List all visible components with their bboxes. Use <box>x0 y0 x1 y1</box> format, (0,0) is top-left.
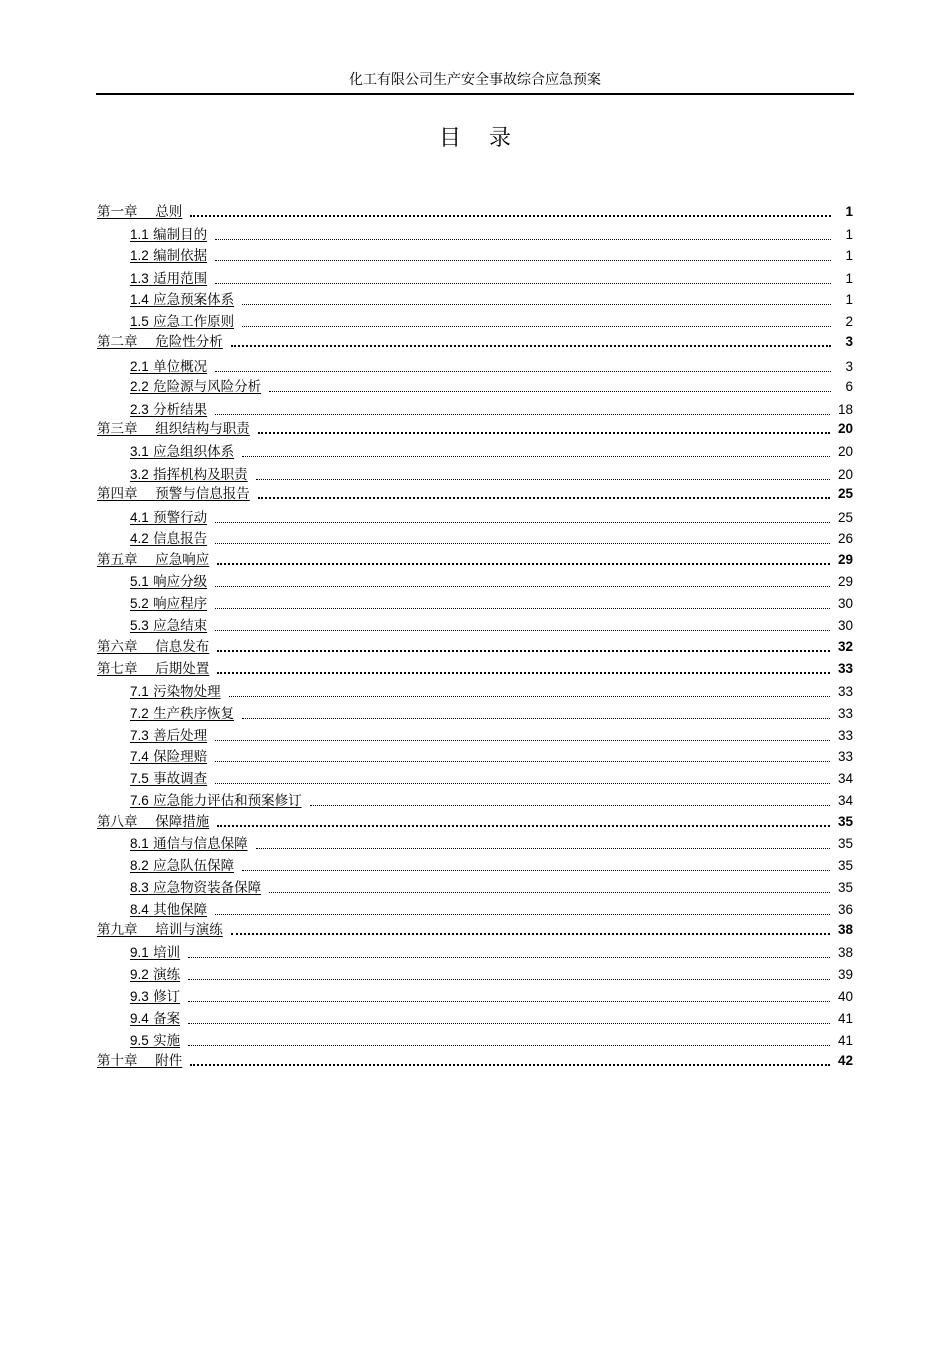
toc-page-number: 18 <box>837 402 853 417</box>
toc-section-entry[interactable] <box>130 745 853 765</box>
dot-leader <box>258 497 830 499</box>
toc-entry-label[interactable] <box>130 793 310 809</box>
toc-section-entry[interactable] <box>130 985 853 1005</box>
toc-section-entry[interactable] <box>130 789 853 809</box>
toc-entry-title: 应急物资装备保障 <box>153 880 262 896</box>
toc-entry-title: 应急能力评估和预案修订 <box>153 793 302 809</box>
toc-entry-title: 第二章 危险性分析 <box>97 334 223 350</box>
dot-leader <box>215 914 830 915</box>
toc-entry-label[interactable] <box>130 402 215 418</box>
toc-entry-label[interactable] <box>130 836 256 852</box>
toc-page-number: 35 <box>837 814 853 829</box>
dot-leader <box>215 740 830 741</box>
toc-entry-title: 应急预案体系 <box>153 292 235 308</box>
toc-entry-number: 1.5 <box>130 314 149 329</box>
header-rule <box>96 93 854 95</box>
toc-page-number: 35 <box>837 836 853 851</box>
dot-leader <box>188 979 830 980</box>
toc-page-number: 34 <box>837 793 853 808</box>
toc-section-entry[interactable] <box>130 941 853 961</box>
toc-page-number: 33 <box>837 728 853 743</box>
toc-entry-label[interactable] <box>130 989 188 1005</box>
toc-chapter-entry[interactable] <box>97 918 853 938</box>
dot-leader <box>242 304 831 305</box>
dot-leader <box>215 239 831 240</box>
toc-entry-label[interactable] <box>97 814 217 830</box>
toc-page-number: 40 <box>837 989 853 1004</box>
toc-page-number: 29 <box>837 552 853 567</box>
toc-entry-title: 事故调查 <box>153 771 208 787</box>
toc-entry-number: 2.1 <box>130 359 149 374</box>
toc-entry-title: 污染物处理 <box>153 684 221 700</box>
toc-section-entry[interactable] <box>130 876 853 896</box>
toc-section-entry[interactable] <box>130 1029 853 1049</box>
toc-page-number: 20 <box>837 421 853 436</box>
toc-entry-label[interactable] <box>130 1033 188 1049</box>
toc-page-number: 29 <box>837 574 853 589</box>
dot-leader <box>217 650 830 652</box>
toc-entry-label[interactable] <box>97 421 258 437</box>
toc-entry-label[interactable] <box>130 902 215 918</box>
toc-entry-number: 5.3 <box>130 618 149 633</box>
toc-page-number: 33 <box>837 684 853 699</box>
dot-leader <box>242 870 830 871</box>
dot-leader <box>310 805 830 806</box>
toc-entry-number: 9.3 <box>130 989 149 1004</box>
toc-entry-number: 9.2 <box>130 967 149 982</box>
toc-page-number: 38 <box>837 922 853 937</box>
toc-page-number: 35 <box>837 858 853 873</box>
toc-page-number: 25 <box>837 486 853 501</box>
toc-page-number: 33 <box>837 749 853 764</box>
dot-leader <box>215 522 830 523</box>
toc-entry-title: 实施 <box>153 1033 181 1049</box>
toc-entry-title: 第一章 总则 <box>97 204 183 220</box>
toc-page-number: 2 <box>845 314 853 329</box>
toc-section-entry[interactable] <box>130 375 853 395</box>
toc-page-number: 36 <box>837 902 853 917</box>
toc-entry-number: 7.2 <box>130 706 149 721</box>
toc-page-number: 20 <box>837 444 853 459</box>
toc-entry-label[interactable] <box>97 639 217 655</box>
toc-page-number: 39 <box>837 967 853 982</box>
toc-section-entry[interactable] <box>130 288 853 308</box>
toc-section-entry[interactable] <box>130 702 853 722</box>
toc-section-entry[interactable] <box>130 463 853 483</box>
dot-leader <box>242 456 830 457</box>
toc-entry-title: 预警行动 <box>153 510 208 526</box>
toc-entry-number: 5.2 <box>130 596 149 611</box>
toc-section-entry[interactable] <box>130 963 853 983</box>
toc-entry-label[interactable] <box>130 858 242 874</box>
dot-leader <box>215 260 831 261</box>
toc-page-number: 30 <box>837 596 853 611</box>
toc-section-entry[interactable] <box>130 398 853 418</box>
toc-page-number: 34 <box>837 771 853 786</box>
toc-entry-title: 响应分级 <box>153 574 208 590</box>
dot-leader <box>269 391 831 392</box>
dot-leader <box>229 696 830 697</box>
toc-section-entry[interactable] <box>130 724 853 744</box>
toc-entry-title: 善后处理 <box>153 728 208 744</box>
dot-leader <box>190 215 831 217</box>
toc-entry-title: 通信与信息保障 <box>153 836 248 852</box>
toc-section-entry[interactable] <box>130 355 853 375</box>
page-title: 目录 <box>438 126 539 151</box>
toc-chapter-entry[interactable] <box>97 657 853 677</box>
toc-entry-label[interactable] <box>130 292 242 308</box>
dot-leader <box>215 543 830 544</box>
toc-chapter-entry[interactable] <box>97 200 853 220</box>
toc-entry-label[interactable] <box>97 204 190 220</box>
toc-entry-number: 1.4 <box>130 292 149 307</box>
dot-leader <box>188 1001 830 1002</box>
toc-entry-label[interactable] <box>130 1011 188 1027</box>
toc-entry-label[interactable] <box>130 467 256 483</box>
toc-entry-title: 保险理赔 <box>153 749 208 765</box>
toc-entry-title: 应急工作原则 <box>153 314 235 330</box>
toc-entry-label[interactable] <box>130 880 269 896</box>
toc-page-number: 33 <box>837 706 853 721</box>
dot-leader <box>215 586 830 587</box>
dot-leader <box>188 1045 830 1046</box>
toc-section-entry[interactable] <box>130 506 853 526</box>
toc-entry-label[interactable] <box>97 661 217 677</box>
dot-leader <box>215 414 830 415</box>
toc-entry-title: 备案 <box>153 1011 181 1027</box>
toc-entry-title: 编制目的 <box>153 227 208 243</box>
dot-leader <box>217 825 830 827</box>
toc-entry-label[interactable] <box>130 314 242 330</box>
toc-entry-title: 编制依据 <box>153 248 208 264</box>
toc-entry-label[interactable] <box>130 379 269 395</box>
toc-entry-number: 1.3 <box>130 271 149 286</box>
toc-page-number: 20 <box>837 467 853 482</box>
toc-entry-title: 演练 <box>153 967 181 983</box>
dot-leader <box>258 432 830 434</box>
toc-section-entry[interactable] <box>130 223 853 243</box>
dot-leader <box>242 718 830 719</box>
dot-leader <box>256 848 830 849</box>
toc-entry-label[interactable] <box>130 684 229 700</box>
toc-entry-label[interactable] <box>130 227 215 243</box>
toc-entry-label[interactable] <box>130 444 242 460</box>
toc-entry-label[interactable] <box>97 552 217 568</box>
toc-entry-number: 7.6 <box>130 793 149 808</box>
toc-entry-title: 其他保障 <box>153 902 208 918</box>
toc-page-number: 3 <box>845 359 853 374</box>
toc-page-number: 1 <box>845 204 853 219</box>
dot-leader <box>231 345 831 347</box>
toc-entry-label[interactable] <box>130 510 215 526</box>
dot-leader <box>256 479 830 480</box>
toc-entry-title: 修订 <box>153 989 181 1005</box>
dot-leader <box>215 608 830 609</box>
toc-entry-label[interactable] <box>97 1053 190 1069</box>
toc-page-number: 25 <box>837 510 853 525</box>
toc-entry-label[interactable] <box>130 574 215 590</box>
toc-entry-number: 4.2 <box>130 531 149 546</box>
toc-entry-number: 7.4 <box>130 749 149 764</box>
dot-leader <box>215 283 831 284</box>
toc-page-number: 32 <box>837 639 853 654</box>
dot-leader <box>215 783 830 784</box>
toc-entry-title: 单位概况 <box>153 359 208 375</box>
toc-entry-title: 信息报告 <box>153 531 208 547</box>
toc-page-number: 26 <box>837 531 853 546</box>
toc-entry-title: 应急队伍保障 <box>153 858 235 874</box>
toc-page-number: 6 <box>845 379 853 394</box>
toc-entry-label[interactable] <box>97 486 258 502</box>
dot-leader <box>215 630 830 631</box>
toc-entry-title: 第九章 培训与演练 <box>97 922 223 938</box>
dot-leader <box>190 1064 830 1066</box>
toc-entry-number: 9.1 <box>130 945 149 960</box>
toc-entry-label[interactable] <box>97 334 231 350</box>
dot-leader <box>215 761 830 762</box>
toc-page-number: 1 <box>845 292 853 307</box>
toc-entry-number: 7.3 <box>130 728 149 743</box>
toc-page-number: 3 <box>845 334 853 349</box>
toc-entry-number: 9.5 <box>130 1033 149 1048</box>
dot-leader <box>242 326 831 327</box>
toc-chapter-entry[interactable] <box>97 482 853 502</box>
toc-entry-label[interactable] <box>130 271 215 287</box>
toc-section-entry[interactable] <box>130 244 853 264</box>
toc-chapter-entry[interactable] <box>97 548 853 568</box>
toc-entry-number: 1.1 <box>130 227 149 242</box>
toc-page-number: 38 <box>837 945 853 960</box>
toc-section-entry[interactable] <box>130 898 853 918</box>
toc-entry-number: 8.2 <box>130 858 149 873</box>
dot-leader <box>217 672 830 674</box>
toc-entry-label[interactable] <box>130 706 242 722</box>
toc-entry-title: 响应程序 <box>153 596 208 612</box>
toc-section-entry[interactable] <box>130 680 853 700</box>
toc-entry-number: 4.1 <box>130 510 149 525</box>
toc-entry-number: 7.5 <box>130 771 149 786</box>
toc-entry-number: 8.1 <box>130 836 149 851</box>
toc-section-entry[interactable] <box>130 854 853 874</box>
toc-entry-title: 应急结束 <box>153 618 208 634</box>
page-header: 化工有限公司生产安全事故综合应急预案 <box>349 72 601 88</box>
dot-leader <box>188 1023 830 1024</box>
toc-page-number: 1 <box>845 271 853 286</box>
toc-chapter-entry[interactable] <box>97 635 853 655</box>
toc-entry-label[interactable] <box>130 618 215 634</box>
toc-entry-label[interactable] <box>130 531 215 547</box>
toc-entry-label[interactable] <box>130 728 215 744</box>
dot-leader <box>231 933 830 935</box>
toc-page-number: 33 <box>837 661 853 676</box>
toc-entry-label[interactable] <box>130 945 188 961</box>
toc-entry-number: 8.3 <box>130 880 149 895</box>
toc-entry-number: 5.1 <box>130 574 149 589</box>
toc-entry-label[interactable] <box>97 922 231 938</box>
toc-entry-label[interactable] <box>130 596 215 612</box>
toc-page-number: 1 <box>845 248 853 263</box>
toc-entry-title: 适用范围 <box>153 271 208 287</box>
toc-entry-title: 第八章 保障措施 <box>97 814 210 830</box>
toc-page-number: 1 <box>845 227 853 242</box>
toc-section-entry[interactable] <box>130 267 853 287</box>
toc-section-entry[interactable] <box>130 1007 853 1027</box>
dot-leader <box>215 371 831 372</box>
toc-section-entry[interactable] <box>130 440 853 460</box>
toc-entry-title: 指挥机构及职责 <box>153 467 248 483</box>
toc-chapter-entry[interactable] <box>97 417 853 437</box>
toc-entry-title: 危险源与风险分析 <box>153 379 262 395</box>
toc-section-entry[interactable] <box>130 832 853 852</box>
toc-entry-number: 3.2 <box>130 467 149 482</box>
toc-entry-number: 9.4 <box>130 1011 149 1026</box>
toc-entry-title: 生产秩序恢复 <box>153 706 235 722</box>
toc-entry-label[interactable] <box>130 359 215 375</box>
toc-entry-number: 1.2 <box>130 248 149 263</box>
toc-page-number: 41 <box>837 1033 853 1048</box>
toc-entry-number: 2.3 <box>130 402 149 417</box>
toc-entry-number: 8.4 <box>130 902 149 917</box>
toc-entry-label[interactable] <box>130 771 215 787</box>
toc-entry-title: 培训 <box>153 945 181 961</box>
toc-entry-title: 第四章 预警与信息报告 <box>97 486 250 502</box>
toc-section-entry[interactable] <box>130 527 853 547</box>
toc-page-number: 42 <box>837 1053 853 1068</box>
toc-entry-title: 第六章 信息发布 <box>97 639 210 655</box>
toc-entry-number: 7.1 <box>130 684 149 699</box>
toc-entry-label[interactable] <box>130 248 215 264</box>
toc-page-number: 35 <box>837 880 853 895</box>
toc-section-entry[interactable] <box>130 592 853 612</box>
toc-entry-number: 3.1 <box>130 444 149 459</box>
toc-page-number: 41 <box>837 1011 853 1026</box>
toc-entry-label[interactable] <box>130 749 215 765</box>
dot-leader <box>217 563 830 565</box>
toc-entry-number: 2.2 <box>130 379 149 394</box>
toc-chapter-entry[interactable] <box>97 1049 853 1069</box>
toc-section-entry[interactable] <box>130 310 853 330</box>
toc-entry-title: 第五章 应急响应 <box>97 552 210 568</box>
toc-chapter-entry[interactable] <box>97 330 853 350</box>
toc-chapter-entry[interactable] <box>97 810 853 830</box>
toc-entry-title: 第三章 组织结构与职责 <box>97 421 250 437</box>
toc-entry-title: 第十章 附件 <box>97 1053 183 1069</box>
dot-leader <box>269 892 830 893</box>
toc-section-entry[interactable] <box>130 767 853 787</box>
toc-entry-title: 第七章 后期处置 <box>97 661 210 677</box>
toc-page-number: 30 <box>837 618 853 633</box>
toc-entry-label[interactable] <box>130 967 188 983</box>
toc-section-entry[interactable] <box>130 614 853 634</box>
toc-entry-title: 分析结果 <box>153 402 208 418</box>
toc-entry-title: 应急组织体系 <box>153 444 235 460</box>
toc-section-entry[interactable] <box>130 570 853 590</box>
dot-leader <box>188 957 830 958</box>
